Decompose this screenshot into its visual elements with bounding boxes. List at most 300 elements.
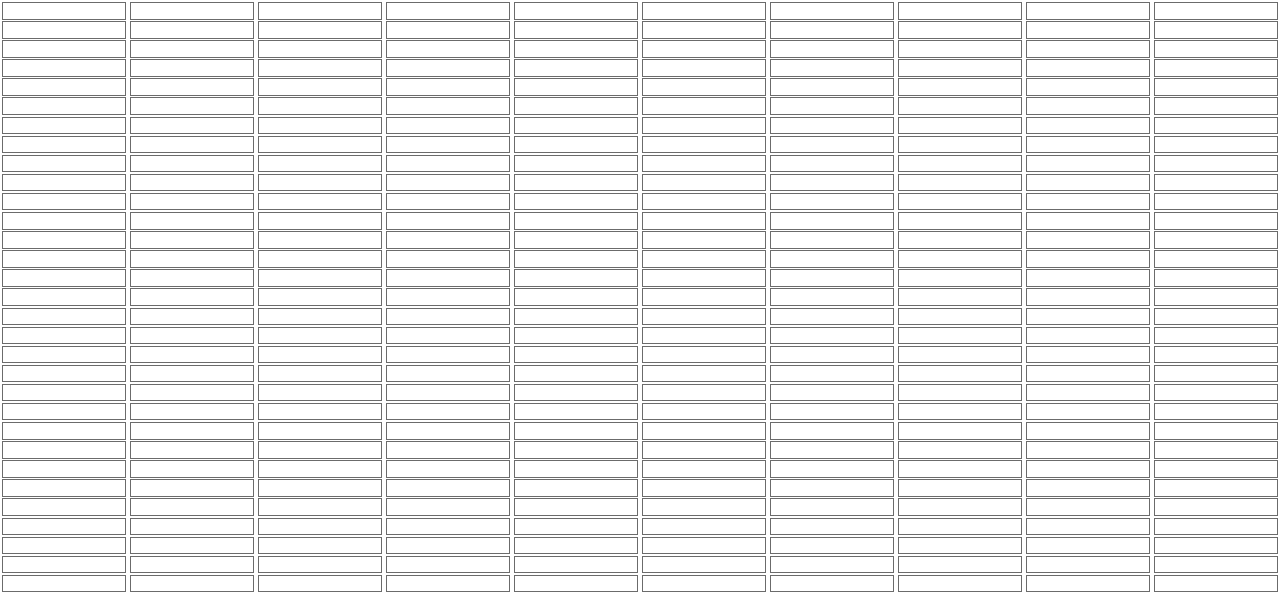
table-cell bbox=[258, 308, 382, 326]
table-cell bbox=[258, 498, 382, 516]
table-cell bbox=[1154, 136, 1278, 154]
table-cell bbox=[258, 212, 382, 230]
table-cell bbox=[770, 384, 894, 402]
table-cell bbox=[642, 193, 766, 211]
table-cell bbox=[770, 403, 894, 421]
table-cell bbox=[770, 212, 894, 230]
table-cell bbox=[1154, 498, 1278, 516]
table-cell bbox=[514, 78, 638, 96]
table-cell bbox=[1026, 365, 1150, 383]
table-cell bbox=[386, 518, 510, 536]
table-cell bbox=[130, 498, 254, 516]
table-cell bbox=[642, 460, 766, 478]
table-cell bbox=[130, 97, 254, 115]
table-cell bbox=[1026, 269, 1150, 287]
table-cell bbox=[1026, 40, 1150, 58]
table-cell bbox=[898, 21, 1022, 39]
table-cell bbox=[1026, 403, 1150, 421]
table-cell bbox=[642, 288, 766, 306]
table-cell bbox=[898, 441, 1022, 459]
table-cell bbox=[2, 479, 126, 497]
table-cell bbox=[770, 365, 894, 383]
table-cell bbox=[130, 384, 254, 402]
table-cell bbox=[386, 174, 510, 192]
table-cell bbox=[258, 403, 382, 421]
table-cell bbox=[130, 212, 254, 230]
table-cell bbox=[770, 78, 894, 96]
table-cell bbox=[1154, 40, 1278, 58]
table-cell bbox=[1154, 327, 1278, 345]
table-cell bbox=[130, 537, 254, 555]
table-cell bbox=[514, 97, 638, 115]
table-cell bbox=[258, 136, 382, 154]
table-cell bbox=[386, 308, 510, 326]
table-cell bbox=[2, 441, 126, 459]
table-cell bbox=[1026, 308, 1150, 326]
table-cell bbox=[386, 460, 510, 478]
table-cell bbox=[2, 269, 126, 287]
table-cell bbox=[514, 193, 638, 211]
table-cell bbox=[258, 518, 382, 536]
table-cell bbox=[130, 231, 254, 249]
table-cell bbox=[1154, 537, 1278, 555]
table-cell bbox=[258, 460, 382, 478]
table-cell bbox=[2, 518, 126, 536]
table-cell bbox=[898, 288, 1022, 306]
table-cell bbox=[642, 174, 766, 192]
table-cell bbox=[642, 269, 766, 287]
table-cell bbox=[1154, 231, 1278, 249]
table-cell bbox=[642, 2, 766, 20]
table-cell bbox=[770, 269, 894, 287]
table-cell bbox=[898, 136, 1022, 154]
table-column bbox=[1026, 2, 1150, 594]
table-cell bbox=[770, 308, 894, 326]
table-cell bbox=[1026, 498, 1150, 516]
table-cell bbox=[258, 250, 382, 268]
table-cell bbox=[642, 498, 766, 516]
table-cell bbox=[2, 403, 126, 421]
table-cell bbox=[258, 422, 382, 440]
table-cell bbox=[642, 21, 766, 39]
table-cell bbox=[386, 537, 510, 555]
table-cell bbox=[1154, 441, 1278, 459]
table-cell bbox=[642, 40, 766, 58]
table-cell bbox=[1154, 193, 1278, 211]
table-cell bbox=[130, 21, 254, 39]
table-cell bbox=[642, 365, 766, 383]
table-cell bbox=[386, 556, 510, 574]
table-column bbox=[130, 2, 254, 594]
table-cell bbox=[514, 250, 638, 268]
table-cell bbox=[130, 460, 254, 478]
table-cell bbox=[2, 155, 126, 173]
table-cell bbox=[258, 59, 382, 77]
table-cell bbox=[514, 479, 638, 497]
table-cell bbox=[898, 97, 1022, 115]
table-cell bbox=[386, 21, 510, 39]
table-cell bbox=[386, 78, 510, 96]
table-cell bbox=[2, 21, 126, 39]
table-cell bbox=[898, 231, 1022, 249]
table-cell bbox=[1026, 59, 1150, 77]
table-cell bbox=[642, 212, 766, 230]
table-cell bbox=[1154, 460, 1278, 478]
table-cell bbox=[1154, 346, 1278, 364]
table-cell bbox=[386, 422, 510, 440]
table-cell bbox=[770, 422, 894, 440]
table-cell bbox=[2, 327, 126, 345]
table-cell bbox=[770, 174, 894, 192]
table-cell bbox=[1026, 78, 1150, 96]
table-cell bbox=[258, 327, 382, 345]
table-cell bbox=[386, 365, 510, 383]
table-cell bbox=[642, 231, 766, 249]
table-cell bbox=[770, 498, 894, 516]
table-cell bbox=[770, 2, 894, 20]
table-cell bbox=[898, 479, 1022, 497]
table-cell bbox=[386, 40, 510, 58]
table-cell bbox=[2, 2, 126, 20]
table-cell bbox=[1026, 422, 1150, 440]
table-cell bbox=[2, 288, 126, 306]
table-cell bbox=[770, 537, 894, 555]
table-cell bbox=[258, 78, 382, 96]
table-cell bbox=[258, 556, 382, 574]
table-cell bbox=[770, 556, 894, 574]
table-cell bbox=[130, 422, 254, 440]
table-column bbox=[258, 2, 382, 594]
table-cell bbox=[1154, 479, 1278, 497]
table-cell bbox=[642, 327, 766, 345]
table-cell bbox=[258, 479, 382, 497]
table-cell bbox=[2, 193, 126, 211]
table-column bbox=[898, 2, 1022, 594]
table-cell bbox=[1026, 2, 1150, 20]
table-cell bbox=[898, 422, 1022, 440]
table-cell bbox=[514, 40, 638, 58]
table-cell bbox=[770, 250, 894, 268]
table-cell bbox=[1154, 212, 1278, 230]
table-cell bbox=[642, 441, 766, 459]
table-cell bbox=[1154, 365, 1278, 383]
table-cell bbox=[1154, 403, 1278, 421]
table-cell bbox=[1026, 231, 1150, 249]
table-cell bbox=[514, 537, 638, 555]
table-cell bbox=[258, 441, 382, 459]
data-table bbox=[2, 2, 1278, 594]
table-cell bbox=[898, 2, 1022, 20]
table-cell bbox=[514, 365, 638, 383]
table-cell bbox=[2, 231, 126, 249]
table-cell bbox=[514, 269, 638, 287]
table-cell bbox=[770, 117, 894, 135]
table-cell bbox=[514, 2, 638, 20]
table-cell bbox=[514, 403, 638, 421]
table-cell bbox=[2, 498, 126, 516]
table-cell bbox=[514, 155, 638, 173]
table-cell bbox=[130, 327, 254, 345]
table-cell bbox=[514, 288, 638, 306]
table-cell bbox=[258, 21, 382, 39]
table-cell bbox=[130, 403, 254, 421]
table-cell bbox=[258, 97, 382, 115]
table-cell bbox=[130, 518, 254, 536]
table-cell bbox=[2, 556, 126, 574]
table-cell bbox=[386, 269, 510, 287]
table-cell bbox=[642, 346, 766, 364]
table-cell bbox=[2, 575, 126, 593]
table-column bbox=[386, 2, 510, 594]
table-cell bbox=[130, 250, 254, 268]
table-cell bbox=[258, 155, 382, 173]
table-cell bbox=[514, 136, 638, 154]
table-cell bbox=[258, 40, 382, 58]
table-cell bbox=[2, 422, 126, 440]
table-cell bbox=[898, 460, 1022, 478]
table-cell bbox=[130, 346, 254, 364]
table-cell bbox=[386, 97, 510, 115]
table-cell bbox=[770, 575, 894, 593]
table-cell bbox=[386, 250, 510, 268]
table-cell bbox=[2, 117, 126, 135]
table-cell bbox=[898, 556, 1022, 574]
table-cell bbox=[2, 40, 126, 58]
table-cell bbox=[898, 384, 1022, 402]
table-cell bbox=[770, 155, 894, 173]
table-cell bbox=[898, 518, 1022, 536]
table-cell bbox=[130, 193, 254, 211]
table-cell bbox=[898, 212, 1022, 230]
table-cell bbox=[514, 174, 638, 192]
table-cell bbox=[1154, 97, 1278, 115]
table-cell bbox=[1154, 155, 1278, 173]
table-cell bbox=[130, 174, 254, 192]
table-cell bbox=[1026, 21, 1150, 39]
table-cell bbox=[2, 97, 126, 115]
table-cell bbox=[386, 117, 510, 135]
table-cell bbox=[2, 212, 126, 230]
table-cell bbox=[898, 59, 1022, 77]
table-cell bbox=[258, 575, 382, 593]
table-cell bbox=[514, 518, 638, 536]
table-cell bbox=[642, 78, 766, 96]
table-cell bbox=[1026, 346, 1150, 364]
table-cell bbox=[514, 308, 638, 326]
table-cell bbox=[386, 288, 510, 306]
table-cell bbox=[514, 556, 638, 574]
table-cell bbox=[898, 537, 1022, 555]
table-cell bbox=[258, 117, 382, 135]
table-cell bbox=[642, 556, 766, 574]
table-cell bbox=[130, 59, 254, 77]
table-cell bbox=[130, 78, 254, 96]
table-cell bbox=[1154, 556, 1278, 574]
table-cell bbox=[514, 498, 638, 516]
table-cell bbox=[1154, 117, 1278, 135]
table-cell bbox=[1026, 288, 1150, 306]
table-cell bbox=[898, 174, 1022, 192]
table-cell bbox=[898, 575, 1022, 593]
table-cell bbox=[2, 78, 126, 96]
table-cell bbox=[898, 193, 1022, 211]
table-cell bbox=[130, 288, 254, 306]
table-cell bbox=[514, 231, 638, 249]
table-cell bbox=[1026, 441, 1150, 459]
table-cell bbox=[642, 59, 766, 77]
table-cell bbox=[642, 136, 766, 154]
table-cell bbox=[514, 59, 638, 77]
table-cell bbox=[770, 441, 894, 459]
table-cell bbox=[386, 441, 510, 459]
table-cell bbox=[514, 117, 638, 135]
table-cell bbox=[1026, 384, 1150, 402]
table-cell bbox=[770, 288, 894, 306]
table-cell bbox=[1026, 250, 1150, 268]
table-cell bbox=[386, 2, 510, 20]
table-cell bbox=[770, 460, 894, 478]
table-cell bbox=[770, 136, 894, 154]
table-cell bbox=[386, 59, 510, 77]
table-cell bbox=[1154, 269, 1278, 287]
table-column bbox=[642, 2, 766, 594]
table-cell bbox=[898, 498, 1022, 516]
table-cell bbox=[514, 212, 638, 230]
table-cell bbox=[1154, 174, 1278, 192]
table-cell bbox=[2, 460, 126, 478]
table-cell bbox=[258, 269, 382, 287]
table-cell bbox=[1026, 97, 1150, 115]
table-cell bbox=[130, 308, 254, 326]
table-cell bbox=[642, 518, 766, 536]
table-cell bbox=[386, 384, 510, 402]
table-cell bbox=[642, 250, 766, 268]
table-cell bbox=[258, 193, 382, 211]
table-cell bbox=[130, 40, 254, 58]
table-cell bbox=[770, 21, 894, 39]
table-cell bbox=[770, 59, 894, 77]
table-cell bbox=[258, 365, 382, 383]
table-cell bbox=[1026, 117, 1150, 135]
table-column bbox=[1154, 2, 1278, 594]
table-cell bbox=[642, 117, 766, 135]
table-cell bbox=[1154, 21, 1278, 39]
table-cell bbox=[898, 155, 1022, 173]
table-cell bbox=[1026, 537, 1150, 555]
table-cell bbox=[386, 575, 510, 593]
table-column bbox=[514, 2, 638, 594]
table-cell bbox=[514, 384, 638, 402]
table-cell bbox=[1154, 575, 1278, 593]
table-cell bbox=[642, 97, 766, 115]
table-cell bbox=[2, 537, 126, 555]
table-cell bbox=[130, 556, 254, 574]
table-cell bbox=[1026, 174, 1150, 192]
table-cell bbox=[898, 346, 1022, 364]
table-cell bbox=[642, 155, 766, 173]
table-cell bbox=[386, 231, 510, 249]
table-cell bbox=[258, 174, 382, 192]
table-cell bbox=[898, 308, 1022, 326]
table-cell bbox=[1026, 479, 1150, 497]
table-cell bbox=[258, 346, 382, 364]
table-cell bbox=[258, 384, 382, 402]
table-cell bbox=[514, 460, 638, 478]
table-cell bbox=[1154, 518, 1278, 536]
table-cell bbox=[514, 327, 638, 345]
table-cell bbox=[898, 365, 1022, 383]
table-cell bbox=[2, 365, 126, 383]
table-cell bbox=[130, 269, 254, 287]
table-cell bbox=[642, 537, 766, 555]
table-cell bbox=[258, 231, 382, 249]
table-cell bbox=[1026, 556, 1150, 574]
table-cell bbox=[386, 346, 510, 364]
table-cell bbox=[1154, 2, 1278, 20]
table-cell bbox=[642, 384, 766, 402]
table-cell bbox=[642, 575, 766, 593]
table-cell bbox=[130, 479, 254, 497]
table-cell bbox=[2, 384, 126, 402]
table-cell bbox=[2, 308, 126, 326]
table-cell bbox=[130, 155, 254, 173]
table-cell bbox=[1026, 327, 1150, 345]
table-cell bbox=[1026, 193, 1150, 211]
table-cell bbox=[514, 441, 638, 459]
table-cell bbox=[386, 212, 510, 230]
table-cell bbox=[770, 479, 894, 497]
table-cell bbox=[770, 193, 894, 211]
table-cell bbox=[1154, 384, 1278, 402]
table-cell bbox=[258, 537, 382, 555]
table-cell bbox=[1154, 308, 1278, 326]
table-cell bbox=[1154, 288, 1278, 306]
table-cell bbox=[130, 441, 254, 459]
table-cell bbox=[514, 21, 638, 39]
table-cell bbox=[2, 59, 126, 77]
table-cell bbox=[386, 136, 510, 154]
table-cell bbox=[898, 78, 1022, 96]
table-cell bbox=[386, 327, 510, 345]
table-cell bbox=[642, 308, 766, 326]
table-cell bbox=[2, 136, 126, 154]
table-cell bbox=[514, 346, 638, 364]
table-cell bbox=[770, 97, 894, 115]
table-cell bbox=[130, 136, 254, 154]
table-cell bbox=[1026, 460, 1150, 478]
table-column bbox=[2, 2, 126, 594]
table-cell bbox=[770, 327, 894, 345]
table-cell bbox=[2, 174, 126, 192]
table-cell bbox=[386, 155, 510, 173]
table-cell bbox=[1026, 575, 1150, 593]
table-cell bbox=[130, 2, 254, 20]
table-cell bbox=[642, 403, 766, 421]
table-cell bbox=[898, 269, 1022, 287]
table-cell bbox=[1026, 518, 1150, 536]
table-cell bbox=[642, 479, 766, 497]
table-cell bbox=[386, 479, 510, 497]
table-cell bbox=[130, 575, 254, 593]
table-cell bbox=[386, 498, 510, 516]
table-cell bbox=[642, 422, 766, 440]
table-cell bbox=[1026, 136, 1150, 154]
table-column bbox=[770, 2, 894, 594]
table-cell bbox=[898, 327, 1022, 345]
table-cell bbox=[514, 422, 638, 440]
table-cell bbox=[898, 117, 1022, 135]
table-cell bbox=[130, 365, 254, 383]
